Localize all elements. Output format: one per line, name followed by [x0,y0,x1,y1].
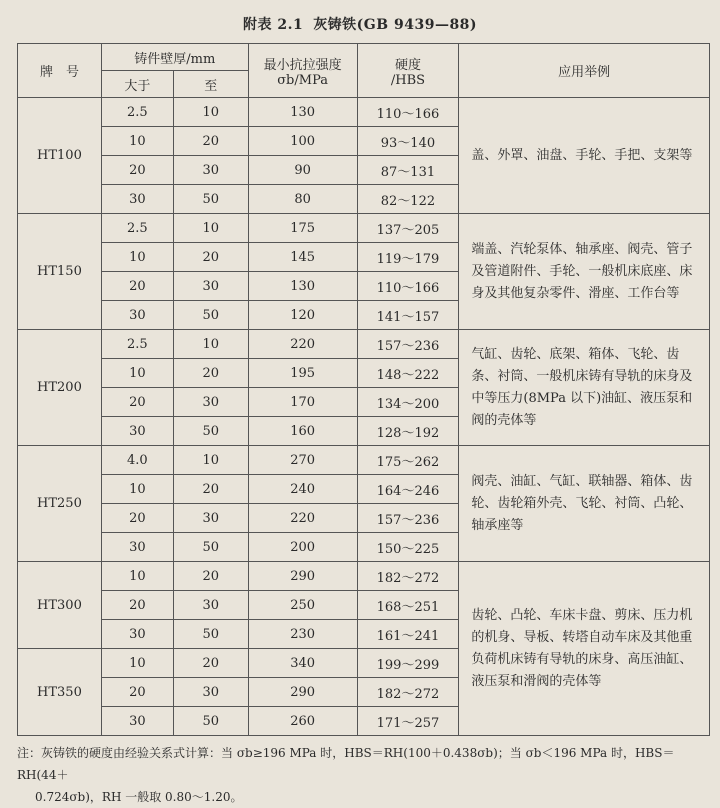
strength-cell: 270 [248,446,357,475]
application-cell: 阀壳、油缸、气缸、联轴器、箱体、齿轮、齿轮箱外壳、飞轮、衬筒、凸轮、轴承座等 [459,446,710,562]
hardness-cell: 110～166 [357,272,459,301]
thickness-to-cell: 10 [173,214,248,243]
strength-cell: 240 [248,475,357,504]
header-strength-line1: 最小抗拉强度 [263,57,342,73]
strength-cell: 220 [248,504,357,533]
grade-cell: HT350 [18,649,102,736]
table-row [18,98,710,127]
thickness-from-cell: 2.5 [101,214,173,243]
application-cell: 气缸、齿轮、底架、箱体、飞轮、齿条、衬筒、一般机床铸有导轨的床身及中等压力(8MPa 以下)油缸、液压泵和阀的壳体等 [459,330,710,446]
strength-cell: 290 [248,562,357,591]
thickness-to-cell: 50 [173,533,248,562]
hardness-cell: 168～251 [357,591,459,620]
header-greater-than: 大于 [101,71,173,98]
hardness-cell: 171～257 [357,707,459,736]
hardness-cell: 82～122 [357,185,459,214]
strength-cell: 170 [248,388,357,417]
thickness-from-cell: 30 [101,620,173,649]
thickness-from-cell: 10 [101,562,173,591]
thickness-to-cell: 30 [173,272,248,301]
thickness-to-cell: 50 [173,707,248,736]
hardness-cell: 199～299 [357,649,459,678]
thickness-from-cell: 20 [101,388,173,417]
table-row [18,446,710,475]
hardness-cell: 157～236 [357,504,459,533]
hardness-cell: 134～200 [357,388,459,417]
thickness-from-cell: 2.5 [101,330,173,359]
thickness-from-cell: 10 [101,475,173,504]
page-title [0,14,720,34]
thickness-from-cell: 10 [101,649,173,678]
table-row [18,562,710,591]
hardness-cell: 148～222 [357,359,459,388]
thickness-to-cell: 20 [173,562,248,591]
table-title: 灰铸铁(GB 9439—88) [313,17,478,33]
strength-cell: 145 [248,243,357,272]
hardness-cell: 175～262 [357,446,459,475]
table-number: 附表 2.1 [242,17,304,33]
thickness-from-cell: 30 [101,301,173,330]
thickness-to-cell: 10 [173,446,248,475]
strength-cell: 220 [248,330,357,359]
grade-cell: HT300 [18,562,102,649]
hardness-cell: 164～246 [357,475,459,504]
thickness-to-cell: 30 [173,591,248,620]
thickness-from-cell: 30 [101,185,173,214]
thickness-from-cell: 20 [101,678,173,707]
header-thickness: 铸件壁厚/mm [101,44,248,71]
hardness-cell: 93～140 [357,127,459,156]
strength-cell: 195 [248,359,357,388]
hardness-cell: 87～131 [357,156,459,185]
thickness-to-cell: 50 [173,417,248,446]
application-cell: 盖、外罩、油盘、手轮、手把、支架等 [459,98,710,214]
footnote [17,742,707,808]
thickness-from-cell: 20 [101,272,173,301]
header-up-to: 至 [173,71,248,98]
grade-cell: HT150 [18,214,102,330]
thickness-from-cell: 4.0 [101,446,173,475]
thickness-to-cell: 20 [173,127,248,156]
header-strength [248,44,357,98]
header-hardness-line2: /HBS [390,72,426,88]
table-row [18,214,710,243]
thickness-to-cell: 30 [173,388,248,417]
thickness-to-cell: 30 [173,156,248,185]
header-hardness-line1: 硬度 [394,57,421,73]
thickness-from-cell: 10 [101,359,173,388]
thickness-to-cell: 30 [173,504,248,533]
thickness-from-cell: 2.5 [101,98,173,127]
strength-cell: 340 [248,649,357,678]
strength-cell: 250 [248,591,357,620]
thickness-to-cell: 20 [173,649,248,678]
hardness-cell: 150～225 [357,533,459,562]
thickness-from-cell: 30 [101,533,173,562]
footnote-line1: 注：灰铸铁的硬度由经验关系式计算：当 σb≥196 MPa 时，HBS＝RH(100＋0.438σb)；当 σb＜196 MPa 时，HBS＝RH(44＋ [17,746,675,782]
hardness-cell: 110～166 [357,98,459,127]
hardness-cell: 161～241 [357,620,459,649]
grade-cell: HT100 [18,98,102,214]
strength-cell: 130 [248,272,357,301]
thickness-to-cell: 50 [173,185,248,214]
application-cell: 齿轮、凸轮、车床卡盘、剪床、压力机的机身、导板、转塔自动车床及其他重负荷机床铸有导轨的床身、高压油缸、液压泵和滑阀的壳体等 [459,562,710,736]
footnote-line2: 0.724σb)，RH 一般取 0.80～1.20。 [35,790,243,804]
grade-cell: HT200 [18,330,102,446]
thickness-to-cell: 30 [173,678,248,707]
cast-iron-table [17,43,710,736]
strength-cell: 120 [248,301,357,330]
thickness-from-cell: 20 [101,591,173,620]
strength-cell: 130 [248,98,357,127]
strength-cell: 80 [248,185,357,214]
thickness-to-cell: 20 [173,359,248,388]
header-grade: 牌 号 [18,44,102,98]
strength-cell: 90 [248,156,357,185]
thickness-from-cell: 10 [101,243,173,272]
hardness-cell: 128～192 [357,417,459,446]
thickness-to-cell: 10 [173,98,248,127]
strength-cell: 290 [248,678,357,707]
thickness-to-cell: 20 [173,475,248,504]
header-strength-line2: σb/MPa [277,72,328,88]
hardness-cell: 182～272 [357,678,459,707]
thickness-from-cell: 20 [101,156,173,185]
thickness-to-cell: 50 [173,301,248,330]
hardness-cell: 119～179 [357,243,459,272]
thickness-to-cell: 20 [173,243,248,272]
hardness-cell: 137～205 [357,214,459,243]
header-hardness [357,44,459,98]
thickness-to-cell: 50 [173,620,248,649]
hardness-cell: 141～157 [357,301,459,330]
thickness-from-cell: 30 [101,707,173,736]
header-application: 应用举例 [459,44,710,98]
grade-cell: HT250 [18,446,102,562]
strength-cell: 100 [248,127,357,156]
hardness-cell: 182～272 [357,562,459,591]
table-body [18,98,710,736]
hardness-cell: 157～236 [357,330,459,359]
thickness-from-cell: 30 [101,417,173,446]
strength-cell: 200 [248,533,357,562]
thickness-to-cell: 10 [173,330,248,359]
strength-cell: 175 [248,214,357,243]
application-cell: 端盖、汽轮泵体、轴承座、阀壳、管子及管道附件、手轮、一般机床底座、床身及其他复杂零件、滑座、工作台等 [459,214,710,330]
strength-cell: 230 [248,620,357,649]
thickness-from-cell: 20 [101,504,173,533]
thickness-from-cell: 10 [101,127,173,156]
table-row [18,330,710,359]
strength-cell: 260 [248,707,357,736]
strength-cell: 160 [248,417,357,446]
